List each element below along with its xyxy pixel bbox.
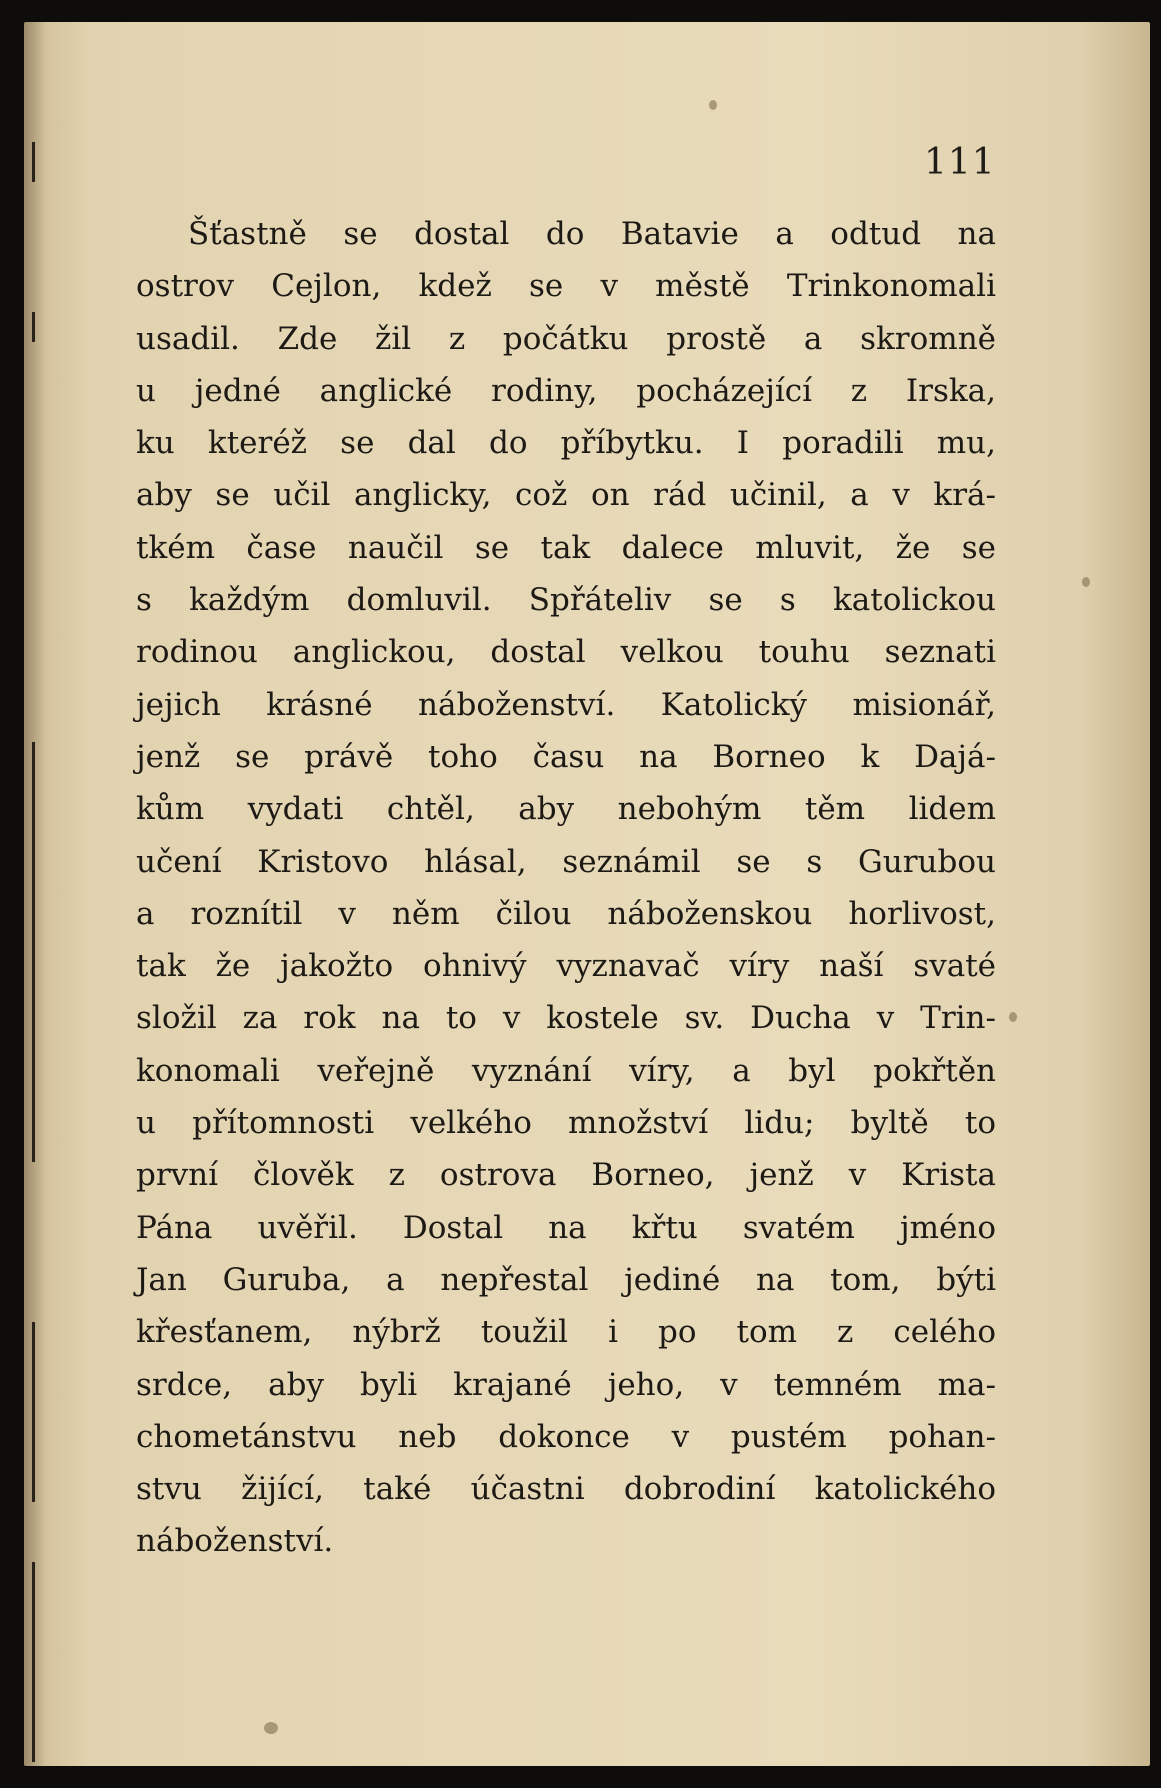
text-line: u přítomnosti velkého množství lidu; byltě to <box>136 1105 996 1142</box>
text-line: srdce, aby byli krajané jeho, v temném ma- <box>136 1366 996 1403</box>
text-line: složil za rok na to v kostele sv. Ducha v Trin- <box>136 1000 996 1037</box>
text-line: konomali veřejně vyznání víry, a byl pokřtěn <box>136 1052 996 1089</box>
book-page <box>24 22 1150 1766</box>
margin-ink-mark <box>32 142 35 182</box>
body-text <box>136 208 996 1568</box>
margin-ink-mark <box>32 1322 35 1502</box>
text-line: aby se učil anglicky, což on rád učinil, a v krá- <box>136 477 996 514</box>
text-line: tkém čase naučil se tak dalece mluvit, že se <box>136 529 996 566</box>
text-line: stvu žijící, také účastni dobrodiní katolického <box>136 1471 996 1508</box>
page-number: 111 <box>924 142 996 183</box>
margin-ink-mark <box>32 1562 35 1762</box>
text-line: a roznítil v něm čilou náboženskou horlivost, <box>136 895 996 932</box>
text-line: jejich krásné náboženství. Katolický misionář, <box>136 686 996 723</box>
text-line: usadil. Zde žil z počátku prostě a skromně <box>136 320 996 357</box>
paper-speck <box>1009 1012 1017 1022</box>
text-line: chometánstvu neb dokonce v pustém pohan- <box>136 1418 996 1455</box>
binding-shadow <box>24 22 46 1766</box>
text-line: Jan Guruba, a nepřestal jediné na tom, býti <box>136 1261 996 1298</box>
text-line: rodinou anglickou, dostal velkou touhu seznati <box>136 634 996 671</box>
text-line: Šťastně se dostal do Batavie a odtud na <box>188 216 996 252</box>
text-line: ostrov Cejlon, kdež se v městě Trinkonomali <box>136 268 996 305</box>
margin-ink-mark <box>32 742 35 1162</box>
text-line: kům vydati chtěl, aby nebohým těm lidem <box>136 791 996 828</box>
text-line: ku kteréž se dal do příbytku. I poradili mu, <box>136 425 996 462</box>
text-line: Pána uvěřil. Dostal na křtu svatém jméno <box>136 1209 996 1246</box>
paper-speck <box>264 1722 278 1734</box>
text-line: první člověk z ostrova Borneo, jenž v Krista <box>136 1157 996 1194</box>
text-line: tak že jakožto ohnivý vyznavač víry naší svaté <box>136 948 996 985</box>
text-line: u jedné anglické rodiny, pocházející z Irska, <box>136 372 996 409</box>
text-line: učení Kristovo hlásal, seznámil se s Gurubou <box>136 843 996 880</box>
text-line: jenž se právě toho času na Borneo k Dajá- <box>136 738 996 775</box>
text-line: náboženství. <box>136 1523 334 1560</box>
margin-ink-mark <box>32 312 35 342</box>
text-line: s každým domluvil. Spřáteliv se s katolickou <box>136 582 996 619</box>
paper-speck <box>709 100 717 110</box>
text-line: křesťanem, nýbrž toužil i po tom z celého <box>136 1314 996 1351</box>
paper-speck <box>1082 577 1090 587</box>
